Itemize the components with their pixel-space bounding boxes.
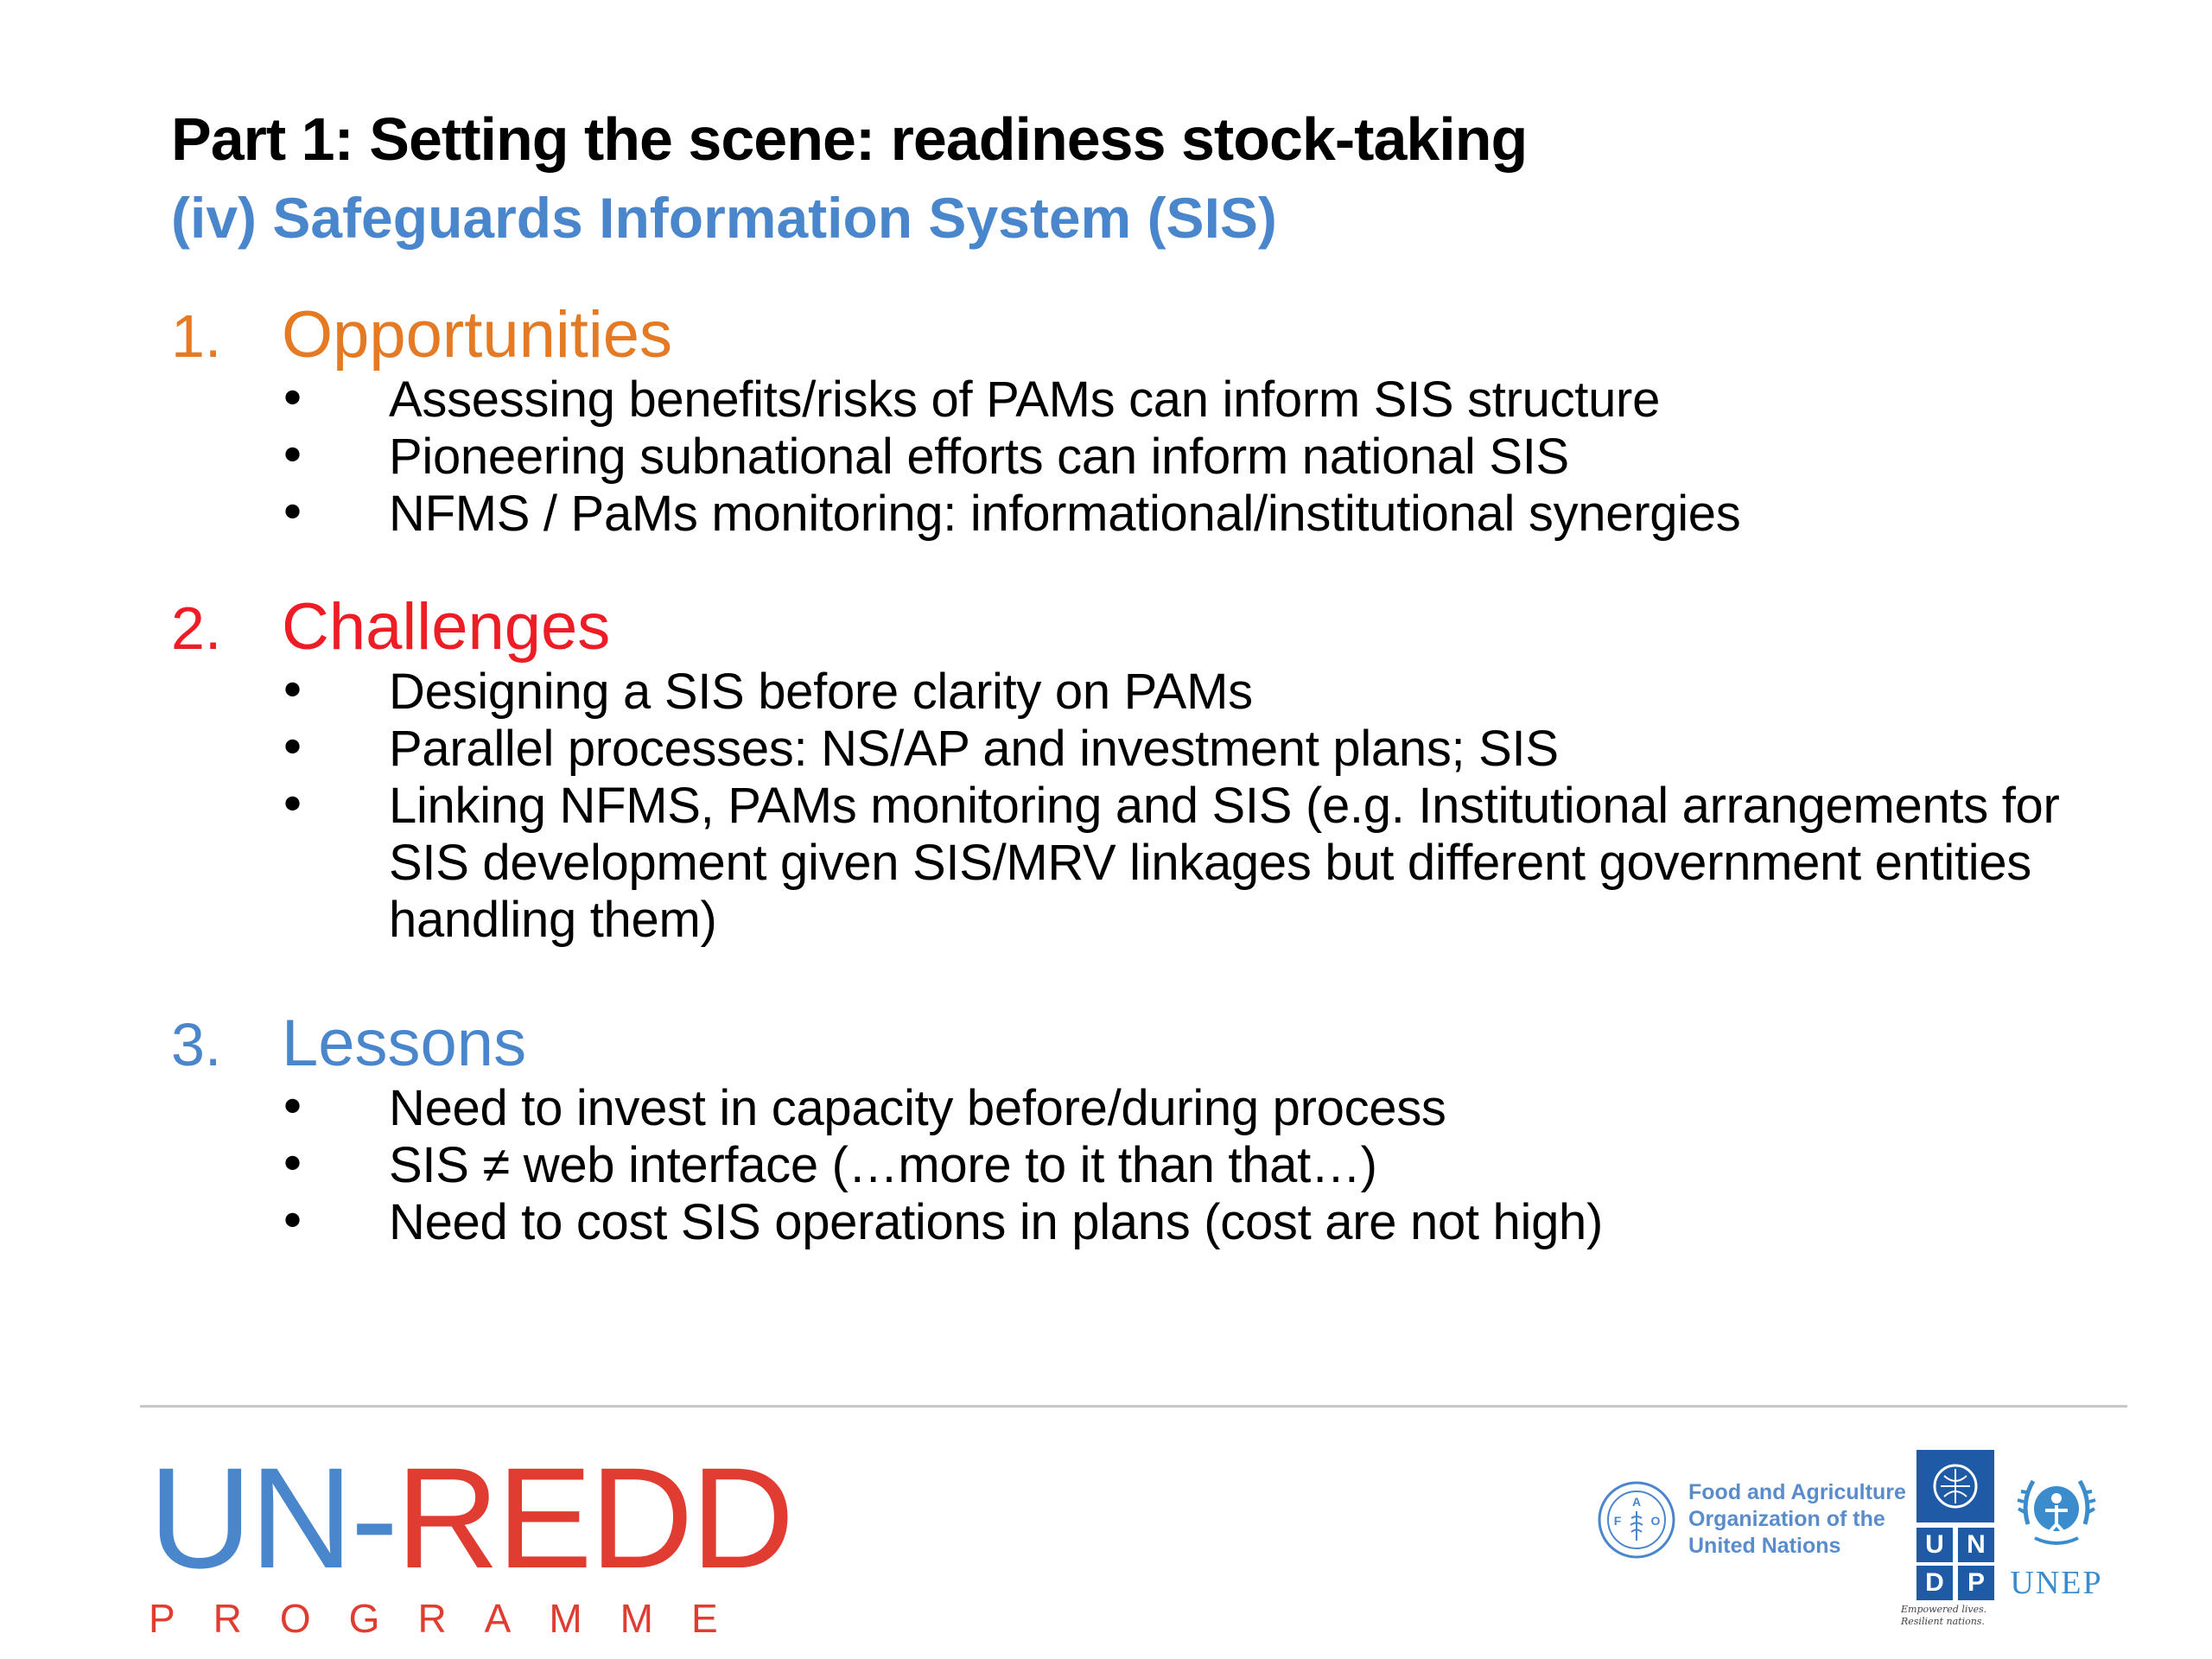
logo-dash: -	[350, 1439, 397, 1599]
list-item	[171, 778, 2074, 949]
bullet-text: SIS ≠ web interface (…more to it than that…)	[389, 1137, 1377, 1193]
bullet-icon: •	[278, 429, 308, 485]
section-opportunities	[171, 299, 2074, 543]
bullet-text: Linking NFMS, PAMs monitoring and SIS (e.g. Institutional arrangements for SIS development given SIS/MRV linkages but different government entities handling them)	[389, 778, 2060, 948]
logo-redd: REDD	[396, 1439, 792, 1599]
list-item	[171, 1194, 2074, 1251]
undp-letter: D	[1925, 1568, 1944, 1597]
bullet-list	[171, 1080, 2074, 1251]
bullet-text: Need to invest in capacity before/during process	[389, 1080, 1446, 1136]
slide-subtitle: (iv) Safeguards Information System (SIS)	[171, 186, 1277, 250]
undp-letter: P	[1967, 1568, 1985, 1597]
list-item	[171, 1080, 2074, 1137]
undp-tagline-line: Resilient nations.	[1901, 1616, 1985, 1627]
bullet-text: Designing a SIS before clarity on PAMs	[389, 664, 1253, 720]
section-heading	[171, 591, 2074, 664]
section-heading	[171, 299, 2074, 372]
fao-logo	[1597, 1479, 1906, 1560]
bullet-text: NFMS / PaMs monitoring: informational/institutional synergies	[389, 486, 1741, 542]
list-item	[171, 721, 2074, 778]
section-title: Lessons	[282, 1007, 527, 1080]
logo-programme: PROGRAMME	[149, 1596, 756, 1641]
undp-tagline	[1901, 1604, 1986, 1628]
bullet-text: Need to cost SIS operations in plans (cost are not high)	[389, 1194, 1603, 1250]
section-lessons	[171, 1007, 2074, 1251]
svg-text:F: F	[1613, 1513, 1622, 1528]
bullet-text: Pioneering subnational efforts can inform national SIS	[389, 429, 1569, 485]
bullet-list	[171, 664, 2074, 949]
undp-letter: U	[1925, 1530, 1944, 1559]
unep-emblem-icon	[2009, 1464, 2104, 1559]
undp-letter: N	[1967, 1530, 1986, 1559]
slide-title: Part 1: Setting the scene: readiness stock-taking	[171, 105, 1528, 173]
section-number: 2.	[171, 594, 222, 662]
unep-logo	[2005, 1464, 2108, 1602]
list-item	[171, 429, 2074, 486]
footer-divider	[140, 1405, 2127, 1408]
section-title: Challenges	[282, 590, 611, 664]
unep-label: UNEP	[2010, 1565, 2103, 1601]
un-redd-wordmark	[149, 1439, 792, 1599]
section-heading	[171, 1007, 2074, 1080]
undp-logo	[1916, 1450, 1994, 1604]
un-redd-logo	[149, 1439, 792, 1642]
fao-name	[1688, 1479, 1906, 1560]
bullet-icon: •	[278, 486, 308, 542]
list-item	[171, 664, 2074, 721]
fao-emblem-icon	[1597, 1480, 1676, 1560]
bullet-icon: •	[278, 372, 308, 428]
bullet-icon: •	[278, 1194, 308, 1250]
section-number: 1.	[171, 302, 222, 370]
fao-line: United Nations	[1688, 1534, 1841, 1558]
bullet-icon: •	[278, 721, 308, 777]
svg-text:A: A	[1631, 1494, 1642, 1509]
bullet-icon: •	[278, 664, 308, 720]
bullet-icon: •	[278, 1137, 308, 1193]
logo-un: UN	[149, 1439, 351, 1599]
bullet-text: Parallel processes: NS/AP and investment plans; SIS	[389, 721, 1559, 777]
undp-tagline-line: Empowered lives.	[1901, 1604, 1987, 1615]
list-item	[171, 372, 2074, 429]
section-challenges	[171, 591, 2074, 949]
list-item	[171, 1137, 2074, 1194]
fao-line: Food and Agriculture	[1688, 1480, 1906, 1504]
bullet-list	[171, 372, 2074, 543]
section-title: Opportunities	[282, 298, 673, 372]
section-number: 3.	[171, 1011, 222, 1078]
bullet-text: Assessing benefits/risks of PAMs can inform SIS structure	[389, 372, 1661, 428]
svg-text:O: O	[1650, 1513, 1661, 1528]
fao-line: Organization of the	[1688, 1507, 1885, 1531]
bullet-icon: •	[278, 778, 308, 834]
bullet-icon: •	[278, 1080, 308, 1136]
list-item	[171, 486, 2074, 543]
